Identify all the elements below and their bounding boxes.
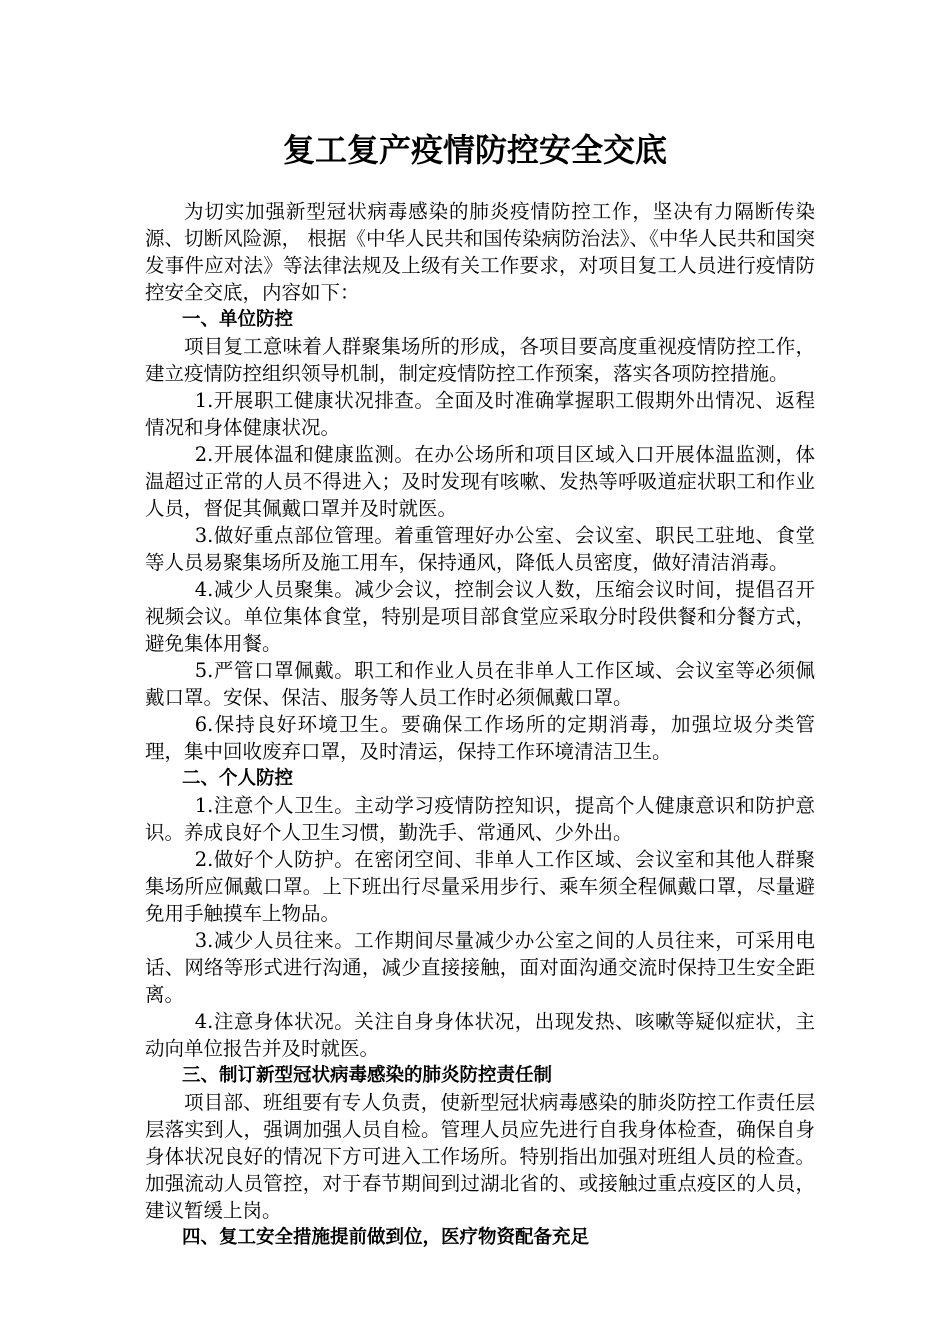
numbered-paragraph: 1.注意个人卫生。主动学习疫情防控知识，提高个人健康意识和防护意识。养成良好个人卫生习惯，勤洗手、常通风、少外出。 [145, 794, 815, 844]
numbered-paragraph: 3.做好重点部位管理。着重管理好办公室、会议室、职民工驻地、食堂等人员易聚集场所及施工用车，保持通风，降低人员密度，做好清洁消毒。 [145, 524, 815, 574]
document-title: 复工复产疫情防控安全交底 [282, 131, 667, 169]
body-paragraph: 为切实加强新型冠状病毒感染的肺炎疫情防控工作，坚决有力隔断传染源、切断风险源， 根据《中华人民共和国传染病防治法》、《中华人民共和国突发事件应对法》等法律法规及上级有关工作要求，对项目复工人员进行疫情防控安全交底，内容如下： [145, 200, 815, 304]
numbered-paragraph: 3.减少人员往来。工作期间尽量减少办公室之间的人员往来，可采用电话、网络等形式进行沟通，减少直接接触，面对面沟通交流时保持卫生安全距离。 [145, 929, 815, 1006]
section-heading: 二、个人防控 [182, 768, 294, 789]
numbered-paragraph: 4.减少人员聚集。减少会议，控制会议人数，压缩会议时间，提倡召开视频会议。单位集体食堂，特别是项目部食堂应采取分时段供餐和分餐方式，避免集体用餐。 [145, 578, 815, 655]
section-heading: 一、单位防控 [182, 309, 294, 330]
body-paragraph: 项目复工意味着人群聚集场所的形成，各项目要高度重视疫情防控工作，建立疫情防控组织领导机制，制定疫情防控工作预案，落实各项防控措施。 [145, 335, 815, 385]
numbered-paragraph: 2.开展体温和健康监测。在办公场所和项目区域入口开展体温监测，体温超过正常的人员不得进入；及时发现有咳嗽、发热等呼吸道症状职工和作业人员，督促其佩戴口罩并及时就医。 [145, 443, 815, 520]
document-body [145, 198, 815, 1251]
numbered-paragraph: 5.严管口罩佩戴。职工和作业人员在非单人工作区域、会议室等必须佩戴口罩。安保、保洁、服务等人员工作时必须佩戴口罩。 [145, 659, 815, 709]
numbered-paragraph: 4.注意身体状况。关注自身身体状况，出现发热、咳嗽等疑似症状，主动向单位报告并及时就医。 [145, 1010, 815, 1060]
body-paragraph: 项目部、班组要有专人负责，使新型冠状病毒感染的肺炎防控工作责任层层落实到人，强调加强人员自检。管理人员应先进行自我身体检查，确保自身身体状况良好的情况下方可进入工作场所。特别指出加强对班组人员的检查。加强流动人员管控，对于春节期间到过湖北省的、或接触过重点疫区的人员，建议暂缓上岗。 [145, 1091, 815, 1222]
section-heading: 三、制订新型冠状病毒感染的肺炎防控责任制 [182, 1065, 553, 1086]
section-heading: 四、复工安全措施提前做到位，医疗物资配备充足 [182, 1227, 590, 1248]
numbered-paragraph: 6.保持良好环境卫生。要确保工作场所的定期消毒，加强垃圾分类管理，集中回收废弃口罩，及时清运，保持工作环境清洁卫生。 [145, 713, 815, 763]
numbered-paragraph: 2.做好个人防护。在密闭空间、非单人工作区域、会议室和其他人群聚集场所应佩戴口罩。上下班出行尽量采用步行、乘车须全程佩戴口罩，尽量避免用手触摸车上物品。 [145, 848, 815, 925]
numbered-paragraph: 1.开展职工健康状况排查。全面及时准确掌握职工假期外出情况、返程情况和身体健康状况。 [145, 389, 815, 439]
